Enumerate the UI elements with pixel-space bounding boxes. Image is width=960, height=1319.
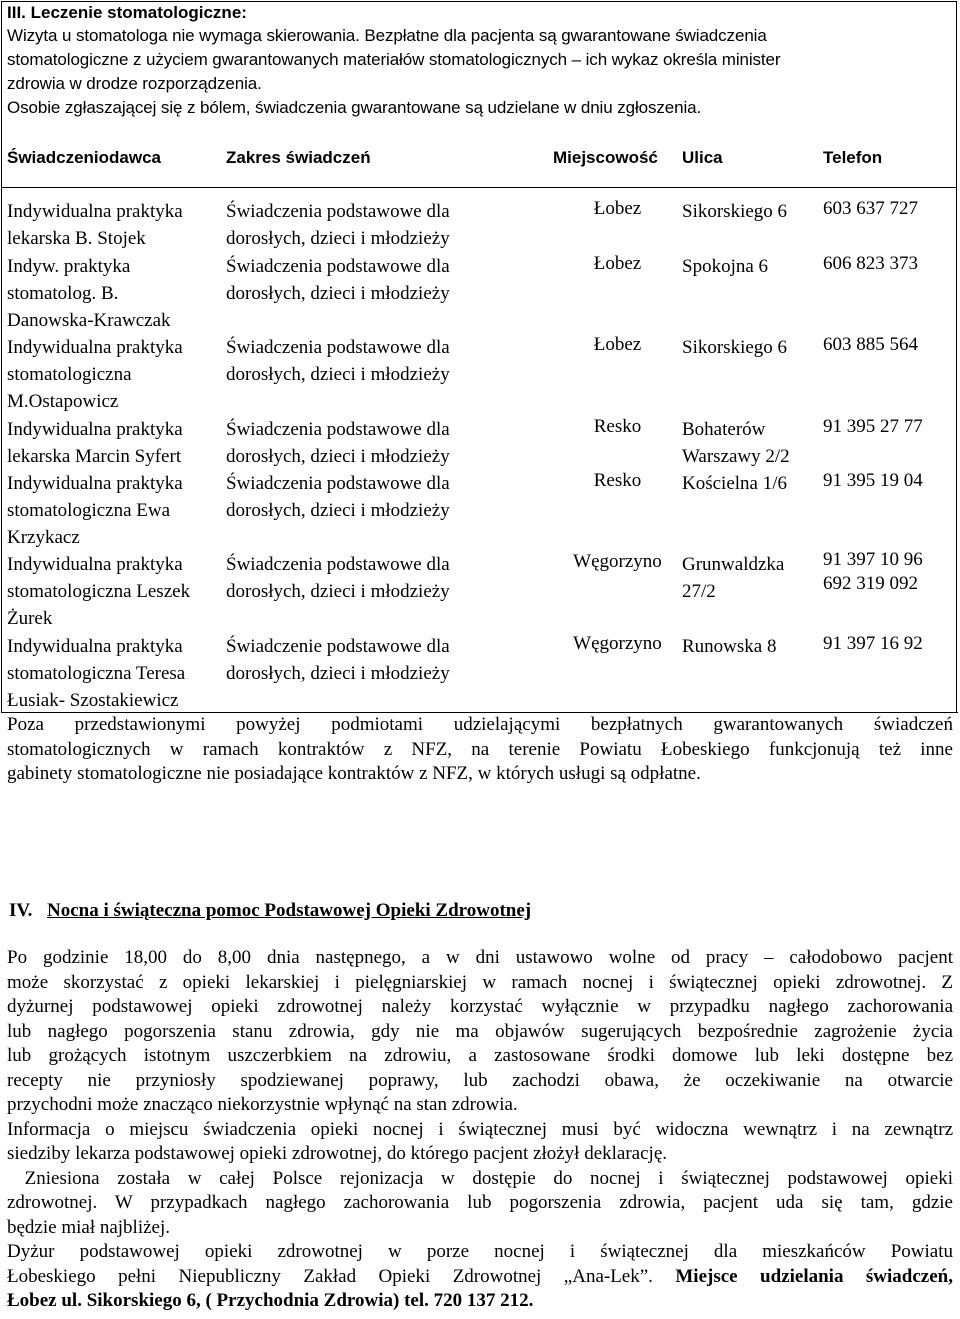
provider-line: Indywidualna praktyka (7, 201, 183, 222)
street-line: Kościelna 1/6 (682, 473, 788, 494)
provider-line: stomatologiczna (7, 364, 132, 385)
scope-line: dorosłych, dzieci i młodzieży (226, 446, 450, 467)
scope-line: dorosłych, dzieci i młodzieży (226, 283, 450, 304)
street-line: Warszawy 2/2 (682, 446, 790, 467)
header-scope: Zakres świadczeń (226, 148, 371, 167)
scope-line: Świadczenia podstawowe dla (226, 473, 450, 494)
section-4-title: Nocna i świąteczna pomoc Podstawowej Opieki Zdrowotnej (47, 900, 532, 921)
phone-line: 606 823 373 (823, 253, 918, 274)
scope-line: dorosłych, dzieci i młodzieży (226, 581, 450, 602)
header-street: Ulica (682, 148, 723, 167)
street-line: 27/2 (682, 581, 716, 602)
paragraph-line: Poza przedstawionymi powyżej podmiotami udzielającymi bezpłatnych gwarantowanych świadczeń (7, 714, 953, 735)
city-cell: Łobez (593, 253, 642, 274)
scope-line: Świadczenia podstawowe dla (226, 419, 450, 440)
street-line: Sikorskiego 6 (682, 337, 788, 358)
provider-cell (7, 416, 222, 470)
header-provider: Świadczeniodawca (7, 148, 161, 167)
paragraph-line: przychodni może znacząco niekorzystnie wpłynąć na stan zdrowia. (7, 1094, 518, 1115)
table-header-divider (1, 187, 957, 188)
section-3-line: zdrowia w drodze rozporządzenia. (7, 74, 262, 93)
provider-line: lekarska Marcin Syfert (7, 446, 182, 467)
section-3-line: Wizyta u stomatologa nie wymaga skierowania. Bezpłatne dla pacjenta są gwarantowane świadczenia (7, 26, 767, 45)
provider-cell (7, 470, 222, 551)
city-cell: Resko (593, 470, 642, 491)
provider-line: Żurek (7, 608, 53, 629)
paragraph-line: gabinety stomatologiczne nie posiadające kontraktów z NFZ, w których usługi są odpłatne. (7, 763, 701, 784)
header-phone: Telefon (823, 148, 883, 167)
scope-line: dorosłych, dzieci i młodzieży (226, 663, 450, 684)
scope-cell (226, 470, 546, 524)
provider-line: Krzykacz (7, 527, 80, 548)
scope-line: Świadczenia podstawowe dla (226, 337, 450, 358)
provider-line: lekarska B. Stojek (7, 228, 146, 249)
scope-line: Świadczenia podstawowe dla (226, 554, 450, 575)
provider-line: Łusiak- Szostakiewicz (7, 690, 179, 711)
provider-line: Danowska-Krawczak (7, 310, 171, 331)
paragraph-line: Dyżur podstawowej opieki zdrowotnej w porze nocnej i świątecznej dla mieszkańców Powiatu (7, 1241, 953, 1262)
phone-cell (823, 467, 958, 494)
city-cell: Węgorzyno (573, 633, 662, 654)
provider-line: stomatologiczna Leszek (7, 581, 191, 602)
location-address: Łobez ul. Sikorskiego 6, ( Przychodnia Zdrowia) tel. 720 137 212. (7, 1290, 534, 1311)
scope-cell (226, 416, 546, 470)
provider-cell (7, 551, 222, 632)
provider-line: stomatologiczna Ewa (7, 500, 171, 521)
phone-cell (823, 250, 958, 277)
after-table-paragraph (7, 713, 953, 787)
scope-line: dorosłych, dzieci i młodzieży (226, 364, 450, 385)
provider-line: stomatologiczna Teresa (7, 663, 186, 684)
scope-line: Świadczenia podstawowe dla (226, 201, 450, 222)
paragraph-line (7, 1265, 953, 1290)
paragraph-line: Po godzinie 18,00 do 8,00 dnia następnego, a w dni ustawowo wolne od pracy – całodobowo pacjent (7, 947, 953, 968)
paragraph-line: może skorzystać z opieki lekarskiej i pielęgniarskiej w ramach nocnej i świątecznej opieki zdrowotnej. Z (7, 971, 953, 993)
scope-line: dorosłych, dzieci i młodzieży (226, 228, 450, 249)
provider-line: Indywidualna praktyka (7, 636, 183, 657)
phone-line: 91 397 16 92 (823, 633, 923, 654)
provider-line: Indywidualna praktyka (7, 337, 183, 358)
street-line: Grunwaldzka (682, 554, 785, 575)
phone-line: 603 885 564 (823, 334, 918, 355)
provider-cell (7, 198, 222, 252)
paragraph-line: lub grożących istotnym uszczerbkiem na zdrowiu, a zastosowane środki domowe lub leki dostępne bez (7, 1045, 953, 1066)
street-cell (682, 470, 817, 497)
provider-line: stomatolog. B. (7, 283, 119, 304)
section-3-line: stomatologiczne z użyciem gwarantowanych materiałów stomatologicznych – ich wykaz określa minister (7, 50, 781, 69)
city-cell: Łobez (593, 198, 642, 219)
paragraph-line: będzie miał najbliżej. (7, 1216, 171, 1238)
paragraph-line: stomatologicznych w ramach kontraktów z NFZ, na terenie Powiatu Łobeskiego funkcjonują też inne (7, 738, 953, 760)
section-4-number: IV. (9, 900, 33, 921)
section-4-body (7, 946, 953, 1314)
scope-cell (226, 253, 546, 307)
provider-line: Indywidualna praktyka (7, 473, 183, 494)
scope-cell (226, 334, 546, 388)
provider-cell (7, 253, 222, 334)
phone-cell (823, 548, 958, 596)
section-3-title: III. Leczenie stomatologiczne: (7, 3, 247, 22)
city-cell: Węgorzyno (573, 551, 662, 572)
street-line: Runowska 8 (682, 636, 777, 657)
street-cell (682, 633, 817, 660)
street-cell (682, 198, 817, 225)
paragraph-line: lub nagłego pogorszenia stanu zdrowia, gdy nie ma objawów sugerujących bezpośrednie zagrożenie życia (7, 1020, 953, 1042)
paragraph-line: zdrowotnej. W przypadkach nagłego zachorowania lub pogorszenia zdrowia, pacjent uda się tam, gdzie (7, 1192, 953, 1213)
street-line: Bohaterów (682, 419, 766, 440)
header-city: Miejscowość (553, 148, 658, 167)
phone-cell (823, 331, 958, 358)
paragraph-line: Informacja o miejscu świadczenia opieki nocnej i świątecznej musi być widoczna wewnątrz i na zewnątrz (7, 1118, 953, 1140)
location-label: Miejsce udzielania świadczeń, (675, 1265, 953, 1287)
city-cell: Łobez (593, 334, 642, 355)
provider-line: Indywidualna praktyka (7, 554, 183, 575)
street-line: Spokojna 6 (682, 256, 769, 277)
section-3-line: Osobie zgłaszającej się z bólem, świadczenia gwarantowane są udzielane w dniu zgłoszenia. (7, 98, 702, 117)
section-4-heading (7, 897, 953, 925)
phone-line: 603 637 727 (823, 198, 918, 219)
city-cell: Resko (593, 416, 642, 437)
phone-cell (823, 413, 958, 440)
phone-cell (823, 195, 958, 222)
phone-line: 91 395 27 77 (823, 416, 923, 437)
paragraph-line: dyżurnej podstawowej opieki zdrowotnej należy korzystać wyłącznie w przypadku nagłego zachorowania (7, 996, 953, 1017)
street-cell (682, 416, 817, 470)
section-3 (7, 2, 952, 120)
paragraph-line: Zniesiona została w całej Polsce rejonizacja w dostępie do nocnej i świątecznej podstawowej opieki (7, 1167, 953, 1189)
provider-line: Indyw. praktyka (7, 256, 131, 277)
scope-line: Świadczenie podstawowe dla (226, 636, 450, 657)
scope-line: Świadczenia podstawowe dla (226, 256, 450, 277)
scope-line: dorosłych, dzieci i młodzieży (226, 500, 450, 521)
phone-cell (823, 630, 958, 657)
phone-line: 91 397 10 96 (823, 549, 923, 570)
provider-line: M.Ostapowicz (7, 391, 119, 412)
scope-cell (226, 633, 546, 687)
street-cell (682, 551, 817, 605)
paragraph-line: recepty nie przyniosły spodziewanej poprawy, lub zachodzi obawa, że oczekiwanie na otwarcie (7, 1069, 953, 1091)
provider-cell (7, 633, 222, 714)
scope-cell (226, 551, 546, 605)
phone-line: 692 319 092 (823, 573, 918, 594)
street-cell (682, 253, 817, 280)
street-line: Sikorskiego 6 (682, 201, 788, 222)
paragraph-line: siedziby lekarza podstawowej opieki zdrowotnej, do którego pacjent złożył deklarację. (7, 1143, 667, 1164)
provider-line: Indywidualna praktyka (7, 419, 183, 440)
provider-sentence: Łobeskiego pełni Niepubliczny Zakład Opieki Zdrowotnej „Ana-Lek”. (7, 1265, 676, 1287)
scope-cell (226, 198, 546, 252)
provider-cell (7, 334, 222, 415)
phone-line: 91 395 19 04 (823, 470, 923, 491)
street-cell (682, 334, 817, 361)
